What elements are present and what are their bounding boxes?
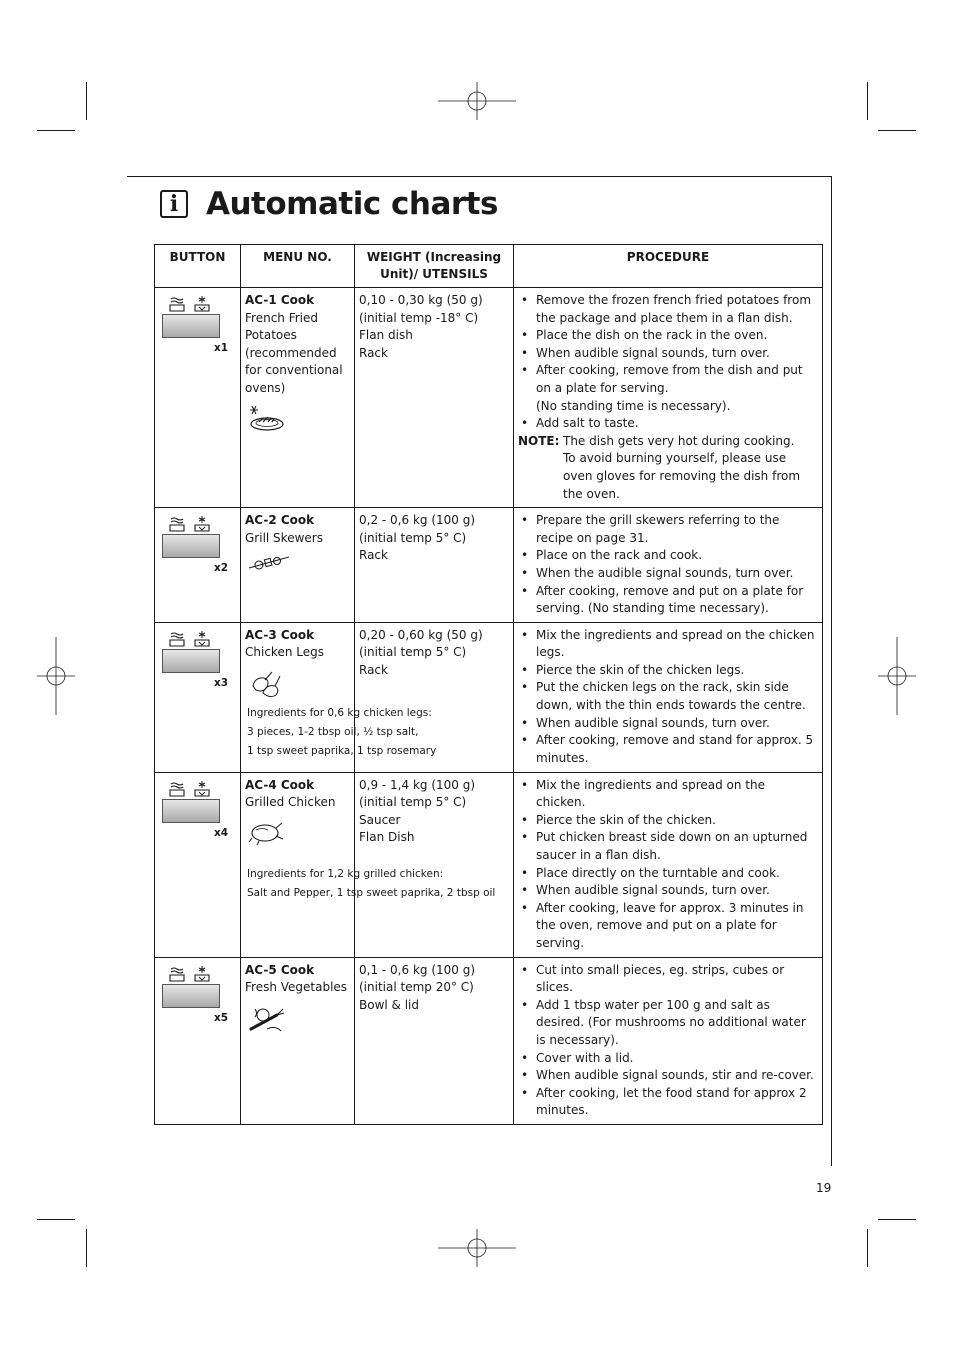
weight-line: Bowl & lid [359, 997, 419, 1012]
note-line: The dish gets very hot during cooking. [563, 433, 795, 448]
weight-line: (initial temp 5° C) [359, 530, 467, 545]
procedure-cell [514, 508, 823, 623]
ingredients [247, 704, 436, 761]
procedure-step: • When audible signal sounds, turn over. [518, 715, 818, 733]
procedure-step: • Prepare the grill skewers referring to the recipe on page 31. [518, 512, 818, 547]
procedure-cell [514, 288, 823, 508]
header-weight: WEIGHT (Increasing Unit)/ UTENSILS [355, 245, 514, 288]
registration-mark-left [37, 637, 75, 715]
table-header-row [155, 245, 823, 288]
page-header [160, 186, 498, 222]
grill-icon [169, 296, 187, 312]
procedure-step: • After cooking, remove and stand for approx. 5 minutes. [518, 732, 818, 767]
procedure-step: • When audible signal sounds, stir and re-cover. [518, 1067, 818, 1085]
defrost-icon [193, 516, 211, 532]
ingredients-line: 1 tsp sweet paprika, 1 tsp rosemary [247, 744, 437, 757]
procedure-step: • Place on the rack and cook. [518, 547, 818, 565]
procedure-step: • When audible signal sounds, turn over. [518, 882, 818, 900]
defrost-icon [193, 631, 211, 647]
ingredients-line: Salt and Pepper, 1 tsp sweet paprika, 2 tbsp oil [247, 886, 496, 899]
frame-top-rule [127, 176, 832, 177]
procedure-step: • Remove the frozen french fried potatoes from the package and place them in a flan dish. [518, 292, 818, 327]
table-row [155, 622, 823, 772]
header-procedure: PROCEDURE [514, 245, 823, 288]
weight-line: Rack [359, 662, 388, 677]
table-row [155, 508, 823, 623]
registration-mark-bottom [438, 1229, 516, 1267]
press-count: x4 [214, 826, 229, 839]
ingredients-line: Ingredients for 1,2 kg grilled chicken: [247, 867, 444, 880]
ingredients-line: Ingredients for 0,6 kg chicken legs: [247, 706, 432, 719]
auto-cook-button[interactable] [162, 534, 220, 558]
automatic-chart-table [154, 244, 823, 1125]
procedure-step: • Put the chicken legs on the rack, skin side down, with the thin ends towards the centre. [518, 679, 818, 714]
header-button: BUTTON [155, 245, 241, 288]
weight-line: 0,1 - 0,6 kg (100 g) [359, 962, 476, 977]
procedure-step: • When the audible signal sounds, turn over. [518, 565, 818, 583]
procedure-cell [514, 957, 823, 1124]
weight-cell [355, 288, 514, 508]
auto-cook-button[interactable] [162, 314, 220, 338]
procedure-step: • After cooking, remove and put on a plate for serving. (No standing time necessary). [518, 583, 818, 618]
grill-icon [169, 631, 187, 647]
weight-line: Rack [359, 548, 388, 563]
ingredients-line: 3 pieces, 1-2 tbsp oil, ½ tsp salt, [247, 725, 419, 738]
button-cell [155, 288, 241, 508]
auto-cook-button[interactable] [162, 984, 220, 1008]
ingredients [247, 865, 495, 903]
weight-line: 0,10 - 0,30 kg (50 g) [359, 293, 483, 307]
table-row [155, 772, 823, 957]
frame-right-rule [831, 176, 832, 1166]
weight-line: (initial temp -18° C) [359, 310, 479, 325]
defrost-icon [193, 966, 211, 982]
weight-line: 0,2 - 0,6 kg (100 g) [359, 513, 476, 528]
procedure-cell [514, 622, 823, 772]
auto-cook-button[interactable] [162, 649, 220, 673]
menu-description: French Fried Potatoes (recommended for conventional ovens) [245, 310, 343, 395]
weight-cell [355, 508, 514, 623]
menu-cell [241, 508, 355, 623]
menu-description: Grill Skewers [245, 530, 323, 545]
menu-code: AC-2 Cook [245, 513, 315, 528]
button-cell [155, 622, 241, 772]
button-icons [169, 631, 211, 647]
vegetables-icon [247, 1003, 350, 1041]
registration-mark-right [878, 637, 916, 715]
button-icons [169, 516, 211, 532]
button-icons [169, 966, 211, 982]
procedure-step: • Mix the ingredients and spread on the chicken legs. [518, 627, 818, 662]
procedure-step: • After cooking, remove from the dish and put on a plate for serving. [518, 362, 818, 397]
procedure-step: • When audible signal sounds, turn over. [518, 345, 818, 363]
menu-code: AC-1 Cook [245, 293, 315, 307]
procedure-step: • Add salt to taste. [518, 415, 818, 433]
page-number: 19 [816, 1181, 832, 1195]
defrost-icon [193, 781, 211, 797]
menu-description: Chicken Legs [245, 645, 324, 660]
menu-code: AC-4 Cook [245, 777, 315, 792]
weight-cell [355, 957, 514, 1124]
menu-code: AC-3 Cook [245, 627, 315, 642]
grill-icon [169, 781, 187, 797]
button-icons [169, 296, 211, 312]
table-row [155, 957, 823, 1124]
procedure-step: • Cut into small pieces, eg. strips, cubes or slices. [518, 962, 818, 997]
procedure-step: • Mix the ingredients and spread on the chicken. [518, 777, 818, 812]
procedure-step: • Add 1 tbsp water per 100 g and salt as desired. (For mushrooms no additional water is necessary). [518, 997, 818, 1050]
procedure-subnote: (No standing time is necessary). [536, 398, 731, 413]
procedure-step: • Pierce the skin of the chicken legs. [518, 662, 818, 680]
weight-line: 0,9 - 1,4 kg (100 g) [359, 777, 476, 792]
press-count: x3 [214, 676, 229, 689]
fries-dish-icon [247, 404, 350, 440]
procedure-step: • Place directly on the turntable and cook. [518, 865, 818, 883]
button-cell [155, 772, 241, 957]
menu-cell [241, 288, 355, 508]
weight-line: (initial temp 5° C) [359, 645, 467, 660]
weight-line: Flan dish [359, 328, 413, 343]
weight-line: (initial temp 5° C) [359, 795, 467, 810]
weight-line: Flan Dish [359, 830, 415, 845]
weight-line: Saucer [359, 812, 401, 827]
press-count: x1 [214, 342, 229, 354]
weight-line: Rack [359, 345, 388, 360]
auto-cook-button[interactable] [162, 799, 220, 823]
button-icons [169, 781, 211, 797]
procedure-cell [514, 772, 823, 957]
procedure-step: • Place the dish on the rack in the oven. [518, 327, 818, 345]
note-line: To avoid burning yourself, please use oven gloves for removing the dish from the oven. [563, 451, 801, 501]
note-label: NOTE: [518, 433, 560, 448]
procedure-step: • After cooking, leave for approx. 3 minutes in the oven, remove and put on a plate for serving. [518, 900, 818, 953]
chicken-legs-icon [247, 668, 350, 704]
procedure-step: • After cooking, let the food stand for approx 2 minutes. [518, 1085, 818, 1120]
info-icon: i [160, 190, 188, 218]
table-row [155, 288, 823, 508]
procedure-step: • Put chicken breast side down on an upturned saucer in a flan dish. [518, 829, 818, 864]
menu-code: AC-5 Cook [245, 962, 315, 977]
menu-cell [241, 957, 355, 1124]
button-cell [155, 957, 241, 1124]
menu-description: Fresh Vegetables [245, 980, 348, 995]
grill-icon [169, 516, 187, 532]
roast-chicken-icon [247, 818, 350, 852]
registration-mark-top [438, 82, 516, 120]
skewer-icon [247, 553, 350, 579]
press-count: x5 [214, 1011, 229, 1024]
note [518, 433, 818, 503]
procedure-step: • Pierce the skin of the chicken. [518, 812, 818, 830]
procedure-step: • Cover with a lid. [518, 1050, 818, 1068]
defrost-icon [193, 296, 211, 312]
header-menu-no: MENU NO. [241, 245, 355, 288]
press-count: x2 [214, 562, 229, 575]
button-cell [155, 508, 241, 623]
menu-description: Grilled Chicken [245, 795, 336, 810]
weight-line: (initial temp 20° C) [359, 980, 474, 995]
page-title: Automatic charts [206, 186, 498, 222]
weight-line: 0,20 - 0,60 kg (50 g) [359, 627, 483, 642]
grill-icon [169, 966, 187, 982]
